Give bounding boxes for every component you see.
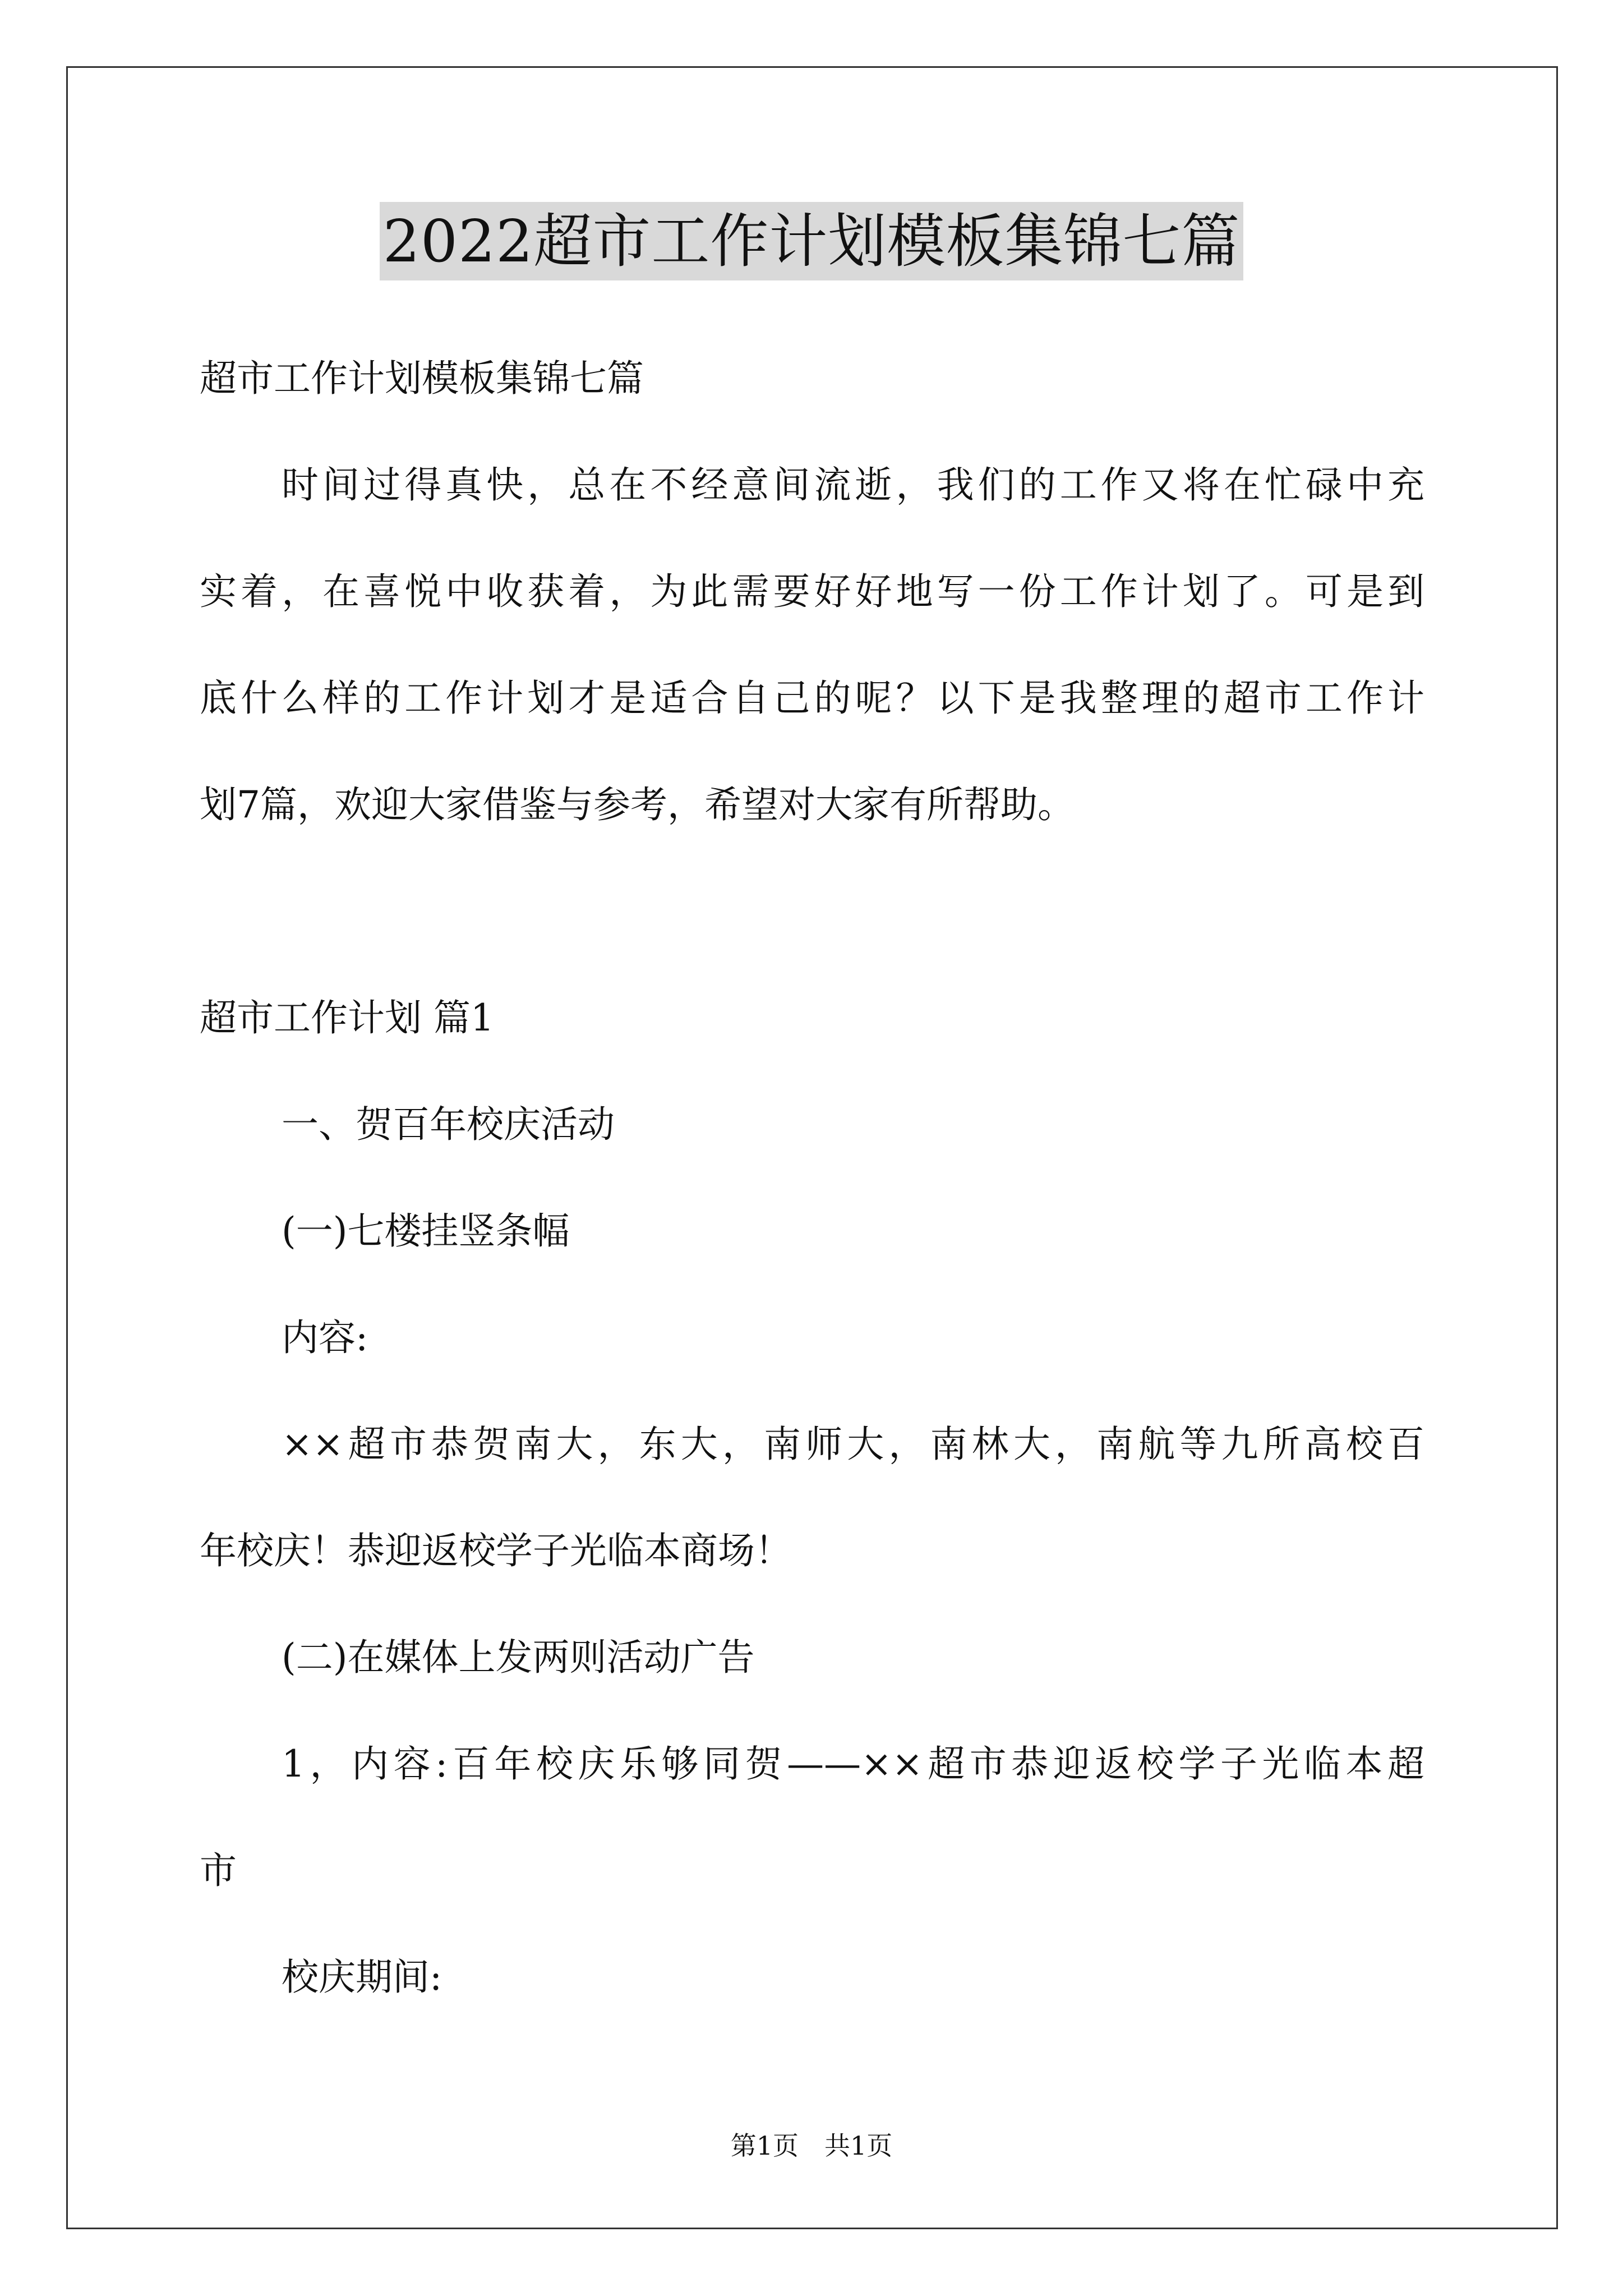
section-heading: 超市工作计划 篇1: [200, 996, 494, 1039]
paragraph-line: ××超市恭贺南大，东大，南师大，南林大，南航等九所高校百: [282, 1423, 1424, 1466]
item-heading: (二)在媒体上发两则活动广告: [282, 1636, 755, 1679]
subsection-heading: 一、贺百年校庆活动: [282, 1103, 615, 1146]
content-label: 内容:: [282, 1316, 368, 1359]
paragraph-line: 底什么样的工作计划才是适合自己的呢？以下是我整理的超市工作计: [200, 677, 1424, 720]
paragraph-line: 实着，在喜悦中收获着，为此需要好好地写一份工作计划了。可是到: [200, 570, 1424, 613]
paragraph-line: 校庆期间:: [282, 1955, 442, 1999]
subtitle-line: 超市工作计划模板集锦七篇: [200, 357, 644, 400]
page-footer: 第1页 共1页: [730, 2131, 893, 2161]
paragraph-line: 市: [200, 1849, 237, 1892]
paragraph-line: 时间过得真快，总在不经意间流逝，我们的工作又将在忙碌中充: [282, 463, 1424, 507]
paragraph-line: 划7篇，欢迎大家借鉴与参考，希望对大家有所帮助。: [200, 783, 1075, 826]
document-title: 2022超市工作计划模板集锦七篇: [380, 202, 1244, 280]
paragraph-line: 年校庆！恭迎返校学子光临本商场！: [200, 1529, 792, 1572]
item-heading: (一)七楼挂竖条幅: [282, 1209, 570, 1253]
paragraph-line: 1，内容:百年校庆乐够同贺——××超市恭迎返校学子光临本超: [282, 1742, 1424, 1786]
title-wrap: [0, 202, 1623, 280]
